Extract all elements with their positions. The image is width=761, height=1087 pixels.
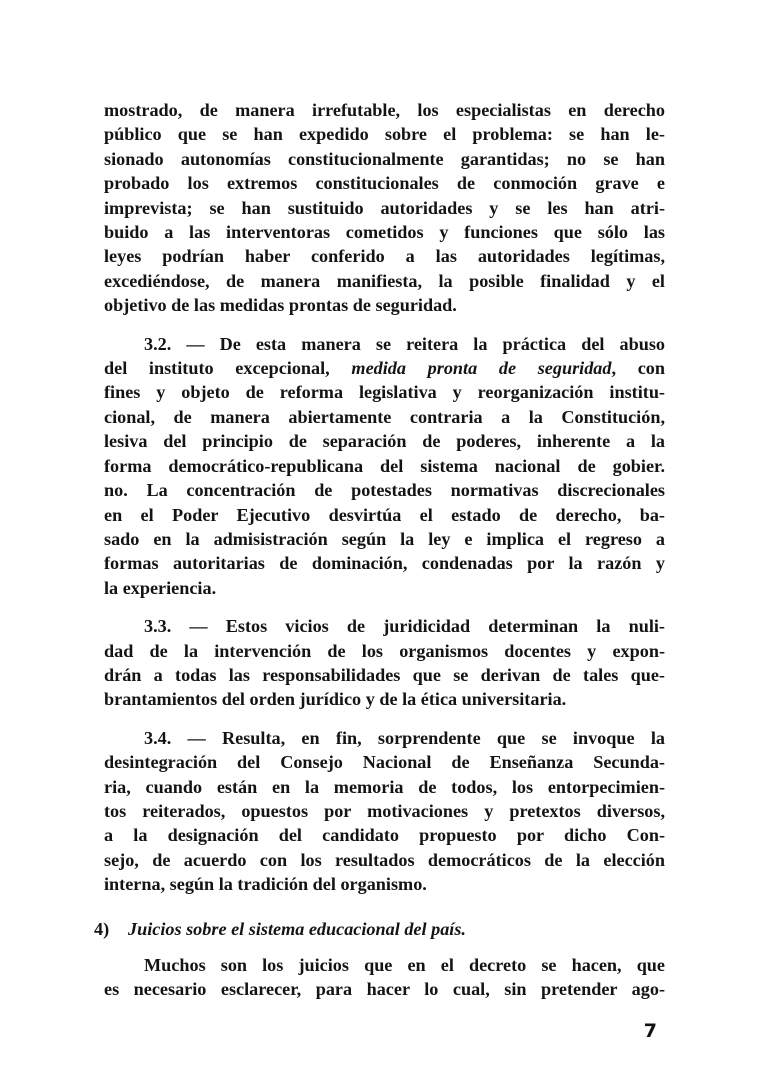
text-line-with-emphasis — [104, 356, 665, 380]
text-line: 3.4. — Resulta, en fin, sorprendente que se invoque la — [144, 727, 665, 748]
text-line: imprevista; se han sustituido autoridades y se les han atri- — [104, 197, 665, 218]
text-line: fines y objeto de reforma legislativa y reorganización institu- — [104, 382, 665, 403]
paragraph-intro — [104, 98, 665, 318]
text-line: probado los extremos constitucionales de conmoción grave e — [104, 173, 665, 194]
text-line: público que se han expedido sobre el problema: se han le- — [104, 124, 665, 145]
text-line: cional, de manera abiertamente contraria a la Constitución, — [104, 406, 665, 427]
text-line: forma democrático-republicana del sistema nacional de gobier. — [104, 455, 665, 476]
text-line: lesiva del principio de separación de poderes, inherente a la — [104, 431, 665, 452]
text-line: a la designación del candidato propuesto por dicho Con- — [104, 825, 665, 846]
paragraph-closing — [104, 953, 665, 1002]
text-span: , con — [611, 358, 665, 379]
text-line: leyes podrían haber conferido a las autoridades legítimas, — [104, 246, 665, 267]
text-line: Muchos son los juicios que en el decreto se hacen, que — [144, 955, 665, 975]
page-footer — [104, 1020, 665, 1050]
document-page — [94, 0, 665, 1002]
text-line: excediéndose, de manera manifiesta, la posible finalidad y el — [104, 270, 665, 291]
text-line: tos reiterados, opuestos por motivaciones y pretextos diversos, — [104, 800, 665, 821]
text-line: buido a las interventoras cometidos y funciones que sólo las — [104, 222, 665, 243]
text-line: es necesario esclarecer, para hacer lo cual, sin pretender ago- — [104, 979, 665, 1000]
paragraph-3-4 — [104, 726, 665, 897]
paragraph-3-2 — [104, 332, 665, 600]
text-line: objetivo de las medidas prontas de seguridad. — [104, 295, 457, 316]
section-title: Juicios sobre el sistema educacional del país. — [128, 918, 466, 939]
page-number: 7 — [643, 1019, 657, 1042]
text-line: ria, cuando están en la memoria de todos, los entorpecimien- — [104, 776, 665, 797]
text-line: sejo, de acuerdo con los resultados democráticos de la elección — [104, 849, 665, 870]
text-line: mostrado, de manera irrefutable, los especialistas en derecho — [104, 100, 665, 120]
emphasis-term: medida pronta de seguridad — [351, 358, 612, 379]
text-line: brantamientos del orden jurídico y de la ética universitaria. — [104, 689, 567, 710]
text-line: interna, según la tradición del organismo. — [104, 874, 427, 895]
text-line: 3.2. — De esta manera se reitera la práctica del abuso — [144, 333, 665, 354]
text-line: desintegración del Consejo Nacional de Enseñanza Secunda- — [104, 752, 665, 773]
text-line: 3.3. — Estos vicios de juridicidad determinan la nuli- — [144, 616, 665, 637]
text-span: del instituto excepcional, — [104, 358, 352, 379]
text-line: la experiencia. — [104, 577, 217, 598]
section-heading-line — [94, 917, 665, 941]
text-line: no. La concentración de potestades normativas discrecionales — [104, 480, 665, 501]
text-line: dad de la intervención de los organismos docentes y expon- — [104, 640, 665, 661]
text-line: sado en la admisistración según la ley e implica el regreso a — [104, 528, 665, 549]
paragraph-3-3 — [104, 614, 665, 712]
section-number: 4) — [94, 918, 110, 939]
text-line: drán a todas las responsabilidades que se derivan de tales que- — [104, 664, 665, 685]
text-line: en el Poder Ejecutivo desvirtúa el estado de derecho, ba- — [104, 504, 665, 525]
text-line: sionado autonomías constitucionalmente garantidas; no se han — [104, 148, 665, 169]
text-line: formas autoritarias de dominación, condenadas por la razón y — [104, 553, 665, 574]
section-heading — [94, 917, 665, 941]
